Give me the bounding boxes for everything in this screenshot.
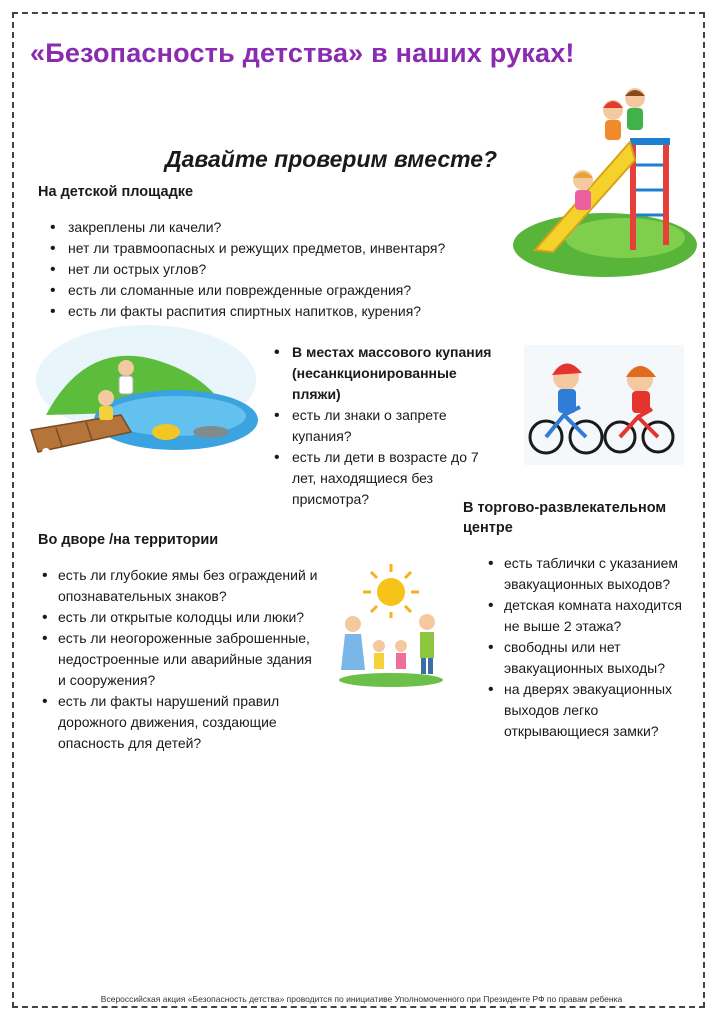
children-on-slide-illustration (505, 80, 700, 280)
bathing-heading: • В местах массового купания (несанкционированные пляжи) (270, 342, 505, 405)
list-item: • закреплены ли качели? (46, 217, 516, 238)
mall-list (484, 553, 694, 742)
list-item: • есть ли знаки о запрете купания? (270, 405, 495, 447)
bathing-list (270, 405, 495, 510)
list-item: • свободны или нет эвакуационных выходы? (484, 637, 694, 679)
list-item: • есть ли открытые колодцы или люки? (38, 607, 323, 628)
bathing-heading-list (270, 342, 505, 405)
list-item: • детская комната находится не выше 2 этажа? (484, 595, 694, 637)
list-item: • есть таблички с указанием эвакуационных выходов? (484, 553, 694, 595)
list-item: • на дверях эвакуационных выходов легко открывающиеся замки? (484, 679, 694, 742)
children-on-bicycles-illustration (524, 345, 684, 465)
footer-note: Всероссийская акция «Безопасность детства» проводится по инициативе Уполномоченного при Президенте РФ по правам ребенка (100, 994, 623, 1004)
list-item: • есть ли дети в возрасте до 7 лет, находящиеся без присмотра? (270, 447, 495, 510)
yard-list (38, 565, 323, 754)
playground-heading: На детской площадке (38, 184, 194, 200)
mall-heading: В торгово-развлекательном центре (463, 500, 667, 536)
family-under-sun-illustration (335, 562, 450, 690)
list-item: • есть ли неогороженные заброшенные, недостроенные или аварийные здания и сооружения? (38, 628, 323, 691)
list-item: • есть ли факты распития спиртных напитков, курения? (46, 301, 516, 322)
playground-list (46, 217, 516, 322)
yard-heading: Во дворе /на территории (38, 532, 219, 548)
list-item: • нет ли травмоопасных и режущих предметов, инвентаря? (46, 238, 516, 259)
list-item: • есть ли сломанные или поврежденные ограждения? (46, 280, 516, 301)
list-item: • есть ли глубокие ямы без ограждений и опознавательных знаков? (38, 565, 323, 607)
list-item: • нет ли острых углов? (46, 259, 516, 280)
children-at-lake-illustration (26, 320, 261, 465)
page-title: «Безопасность детства» в наших руках! (30, 38, 575, 68)
list-item: • есть ли факты нарушений правил дорожного движения, создающие опасность для детей? (38, 691, 323, 754)
page-subtitle: Давайте проверим вместе? (165, 146, 498, 172)
